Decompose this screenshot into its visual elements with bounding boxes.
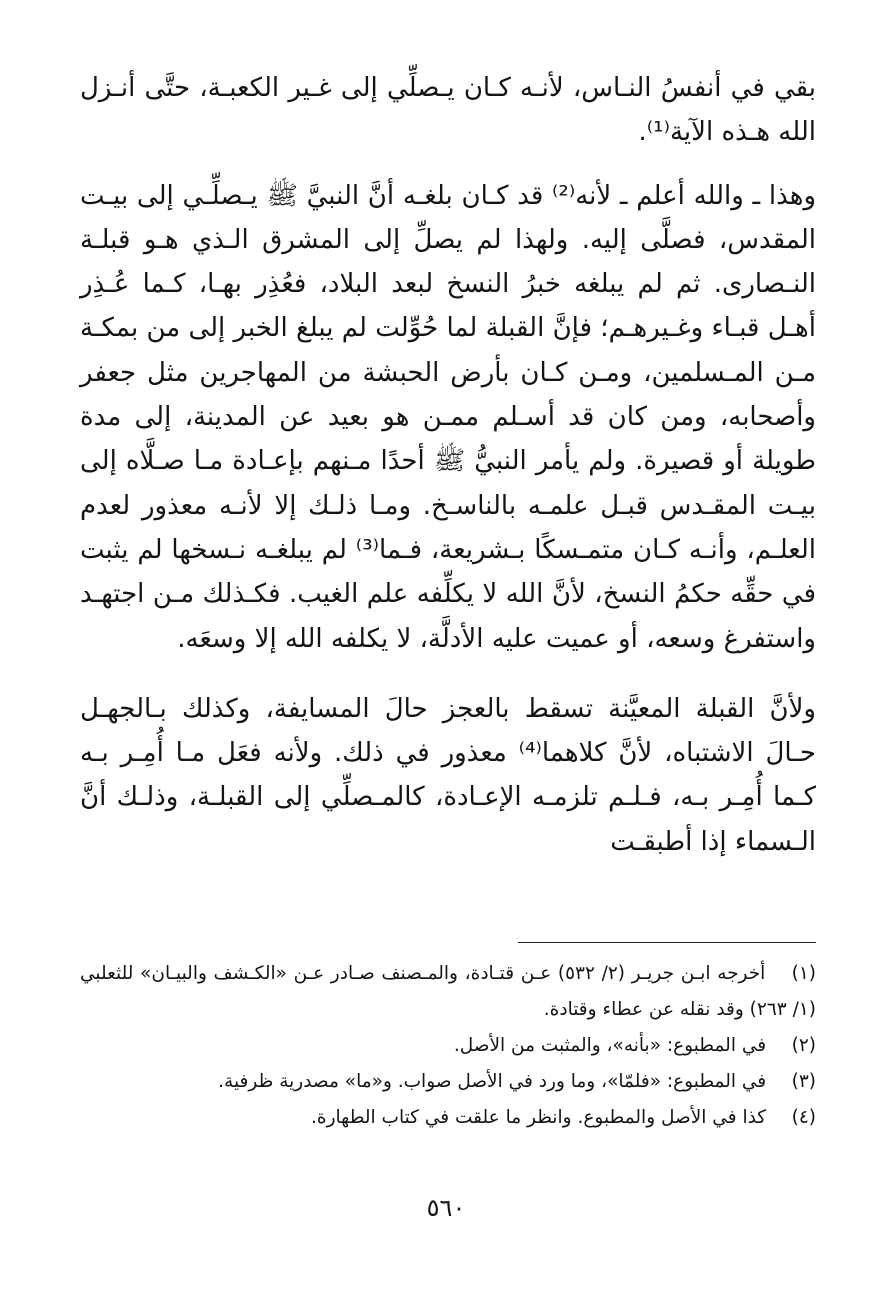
footnote-text: في المطبوع: «بأنه»، والمثبت من الأصل. [453, 1035, 767, 1056]
footnotes [80, 956, 816, 1136]
footnote-number: (٤) [791, 1107, 816, 1128]
footnote-number: (١) [791, 963, 816, 984]
footnote-text: أخرجه ابـن جريـر (٢/ ٥٣٢) عـن قتـادة، والمـصنف صـادر عـن «الكـشف والبيـان» للثعلبي (١/ ٢٦٣) وقد نقله عن عطاء وقتادة. [80, 963, 816, 1020]
paragraph-2: وهذا ـ والله أعلم ـ لأنه⁽²⁾ قد كـان بلغـه أنَّ النبيَّ ﷺ يـصلِّـي إلى بيـت المقدس، فصلَّى إليه. ولهذا لم يصلِّ إلى المشرق الـذي هـو قبلـة النـصارى. ثم لم يبلغه خبرُ النسخ لبعد البلاد، فعُذِر بهـا، كـما عُـذِر أهـل قبـاء وغـيرهـم؛ فإنَّ القبلة لما حُوِّلت لم يبلغ الخبر إلى من بمكـة مـن المـسلمين، ومـن كـان بأرض الحبشة من المهاجرين مثل جعفر وأصحابه، ومن كان قد أسـلم ممـن هو بعيد عن المدينة، إلى مدة طويلة أو قصيرة. ولم يأمر النبيُّ ﷺ أحدًا مـنهم بإعـادة مـا صـلَّاه إلى بيـت المقـدس قبـل علمـه بالناسـخ. ومـا ذلـك إلا لأنـه معذور لعدم العلـم، وأنـه كـان متمـسكًا بـشريعة، فـما⁽³⁾ لم يبلغـه نـسخها لم يثبت في حقِّه حكمُ النسخ، لأنَّ الله لا يكلِّفه علم الغيب. فكـذلك مـن اجتهـد واستفرغ وسعه، أو عميت عليه الأدلَّة، لا يكلفه الله إلا وسعَه. [80, 180, 817, 654]
main-text [80, 66, 816, 864]
footnote-text: كذا في الأصل والمطبوع. وانظر ما علقت في كتاب الطهارة. [311, 1107, 767, 1128]
footnote-3 [80, 1064, 816, 1100]
paragraph-1: بقي في أنفسُ النـاس، لأنـه كـان يـصلِّي إلى غـير الكعبـة، حتَّى أنـزل الله هـذه الآية⁽¹⁾. [80, 73, 816, 148]
footnote-4 [80, 1100, 816, 1136]
footnote-text: في المطبوع: «فلمّا»، وما ورد في الأصل صواب. و«ما» مصدرية ظرفية. [218, 1071, 767, 1092]
paragraph-3: ولأنَّ القبلة المعيَّنة تسقط بالعجز حالَ المسايفة، وكذلك بـالجهـل حـالَ الاشتباه، لأنَّ كلاهما⁽⁴⁾ معذور في ذلك. ولأنه فعَل مـا أُمِـر بـه كـما أُمِـر بـه، فـلـم تلزمـه الإعـادة، كالمـصلِّي إلى القبلـة، وذلـك أنَّ الـسماء إذا أطبقـت [80, 693, 817, 857]
footnote-separator [518, 942, 816, 943]
page-number: ٥٦٠ [426, 1194, 466, 1222]
footnote-2 [80, 1028, 816, 1064]
footnote-1 [80, 956, 816, 1028]
footnote-number: (٢) [791, 1035, 816, 1056]
footnote-number: (٣) [791, 1071, 816, 1092]
